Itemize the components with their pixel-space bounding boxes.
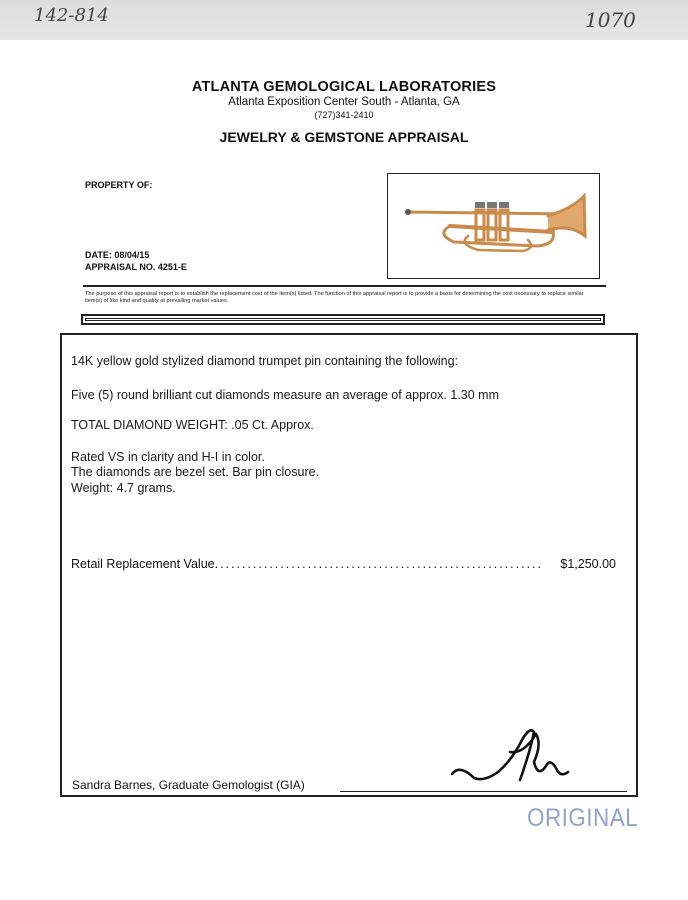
handwritten-note-right: 1070 bbox=[585, 8, 636, 32]
retail-value-label: Retail Replacement Value bbox=[71, 557, 215, 571]
divider-rule bbox=[83, 285, 606, 287]
description-line-4: Rated VS in clarity and H-I in color. bbox=[71, 450, 265, 464]
description-line-5: The diamonds are bezel set. Bar pin closure. bbox=[71, 465, 320, 479]
company-address: Atlanta Exposition Center South - Atlanta, GA bbox=[228, 96, 460, 108]
retail-value-amount: $1,250.00 bbox=[560, 557, 616, 571]
retail-value-row bbox=[71, 557, 616, 571]
description-line-1: 14K yellow gold stylized diamond trumpet pin containing the following: bbox=[71, 354, 459, 368]
description-line-2: Five (5) round brilliant cut diamonds measure an average of approx. 1.30 mm bbox=[71, 388, 499, 402]
signer-name: Sandra Barnes, Graduate Gemologist (GIA) bbox=[72, 778, 305, 792]
company-name: ATLANTA GEMOLOGICAL LABORATORIES bbox=[191, 79, 497, 95]
appraisal-number-label: APPRAISAL NO. 4251-E bbox=[85, 262, 187, 272]
retail-value-leader: ............................................................ bbox=[214, 557, 543, 571]
original-stamp: ORIGINAL bbox=[527, 804, 639, 832]
company-phone: (727)341-2410 bbox=[314, 110, 374, 120]
property-of-label: PROPERTY OF: bbox=[85, 180, 153, 190]
trumpet-image bbox=[388, 174, 597, 276]
handwritten-note-left: 142-814 bbox=[34, 5, 109, 26]
document-title: JEWELRY & GEMSTONE APPRAISAL bbox=[219, 129, 469, 145]
double-rule-band bbox=[81, 314, 605, 325]
handwritten-signature bbox=[450, 722, 570, 792]
total-diamond-weight: TOTAL DIAMOND WEIGHT: .05 Ct. Approx. bbox=[71, 418, 314, 432]
date-label: DATE: 08/04/15 bbox=[85, 250, 150, 260]
item-photo-frame bbox=[387, 173, 600, 279]
purpose-statement: The purpose of this appraisal report is to establish the replacement cost of the item(s) listed. The function of this appraisal report is to provide a basis for determining the cost necessary to replace similar item(s) of like kind and quality at prevailing market values. bbox=[85, 291, 584, 304]
description-line-6: Weight: 4.7 grams. bbox=[71, 481, 176, 495]
